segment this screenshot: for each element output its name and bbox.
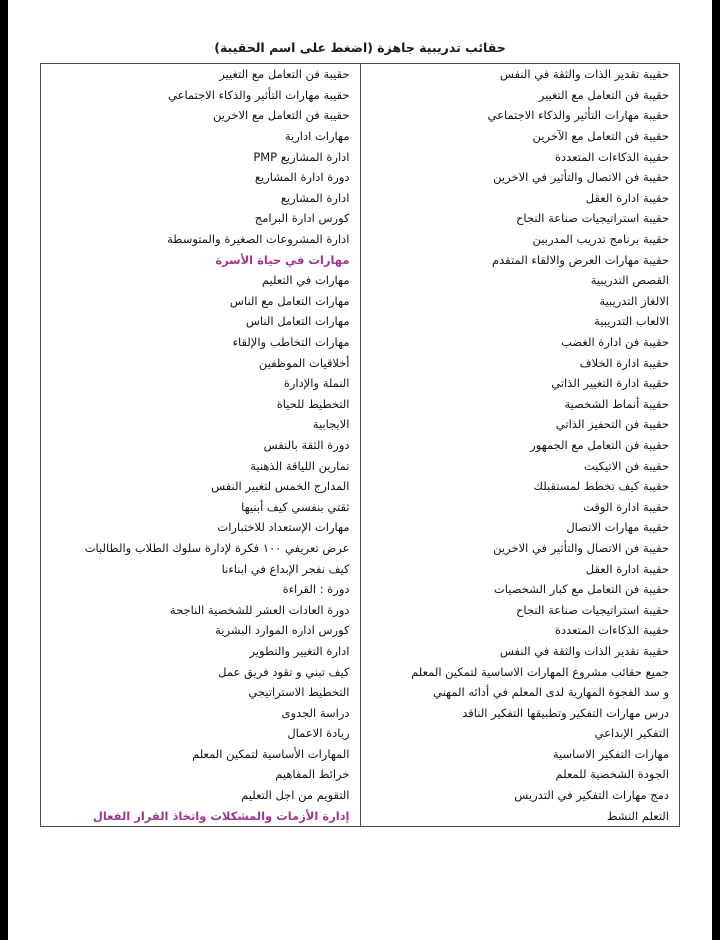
course-link[interactable]: المدارج الخمس لتغيير النفس [211,479,350,494]
course-cell-right[interactable] [360,332,679,353]
course-link[interactable]: حقيبة مهارات العرض والالقاء المتقدم [491,252,669,267]
course-link[interactable]: حقيبة فن التعامل مع التغيير [538,87,669,102]
course-link[interactable]: حقيبة استراتيجيات صناعة النجاح [515,602,669,617]
course-cell-left[interactable] [41,85,360,106]
table-row [41,146,679,167]
course-link[interactable]: مهارات في حياة الأسرة [215,252,350,267]
course-link[interactable]: حقيبة ادارة الوقت [583,499,669,514]
table-row [41,744,679,765]
course-cell-left[interactable] [41,641,360,662]
document-sheet [8,0,712,940]
course-link[interactable]: إدارة الأزمات والمشكلات واتخاذ القرار الفعال [92,808,350,823]
course-link[interactable]: حقيبة فن ادارة الغضب [561,335,669,350]
course-link[interactable]: ادارة المشروعات الصغيرة والمتوسطة [167,232,350,247]
courses-table [41,64,679,826]
table-row [41,291,679,312]
course-link[interactable]: جميع حقائب مشروع المهارات الاساسية لتمكين المعلم [411,664,669,679]
table-row [41,785,679,806]
course-cell-left[interactable] [41,249,360,270]
course-cell-right[interactable] [360,229,679,250]
course-link[interactable]: ثقتي بنفسي كيف أبنيها [241,499,350,514]
course-link[interactable]: حقيبة كيف تخطط لمستقبلك [533,479,669,494]
table-row [41,229,679,250]
course-link[interactable]: مهارات التفكير الاساسية [552,746,669,761]
course-link[interactable]: ريادة الاعمال [287,726,350,741]
course-link[interactable]: عرض تعريفي ١٠٠ فكرة لإدارة سلوك الطلاب والطالبات [84,540,350,555]
course-link[interactable]: التخطيط الاستراتيجي [248,685,350,700]
course-link[interactable]: كورس اداره الموارد البشرية [215,623,350,638]
course-cell-left[interactable] [41,394,360,415]
course-cell-left[interactable] [41,558,360,579]
course-link[interactable]: حقيبة ادارة العقل [585,190,669,205]
course-link[interactable]: التفكير الإبداعي [594,726,669,741]
course-link[interactable]: حقيبة مهارات الاتصال [566,520,669,535]
course-link[interactable]: ادارة المشاريع PMP [253,149,350,164]
course-cell-right[interactable] [360,682,679,703]
course-cell-left[interactable] [41,599,360,620]
course-link[interactable]: حقيبة فن الاتصال والتأثير في الاخرين [493,170,669,185]
course-cell-left[interactable] [41,723,360,744]
course-link[interactable]: مهارات ادارية [284,129,350,144]
course-cell-right[interactable] [360,435,679,456]
course-link[interactable]: ادارة المشاريع [280,190,350,205]
course-link[interactable]: خرائط المفاهيم [275,767,350,782]
table-row [41,538,679,559]
course-link[interactable]: حقيبة فن التعامل مع الآخرين [532,129,669,144]
course-cell-right[interactable] [360,785,679,806]
course-link[interactable]: دمج مهارات التفكير في التدريس [514,788,669,803]
course-cell-left[interactable] [41,332,360,353]
course-link[interactable]: حقيبة أنماط الشخصية [564,396,669,411]
course-link[interactable]: حقيبة فن التعامل مع كبار الشخصيات [493,582,669,597]
course-cell-right[interactable] [360,394,679,415]
course-link[interactable]: حقيبة الذكاءات المتعددة [554,149,669,164]
course-cell-right[interactable] [360,291,679,312]
course-link[interactable]: مهارات التعامل مع الناس [229,293,350,308]
course-link[interactable]: كيف نفجر الإبداع في ابناءنا [221,561,350,576]
course-link[interactable]: القصص التدريبية [590,273,669,288]
course-link[interactable]: حقيبة ادارة التغيير الذاتي [551,376,669,391]
course-cell-right[interactable] [360,641,679,662]
course-cell-right[interactable] [360,146,679,167]
course-link[interactable]: حقيبة فن الاتصال والتأثير في الاخرين [493,540,669,555]
course-cell-right[interactable] [360,558,679,579]
course-cell-right[interactable] [360,455,679,476]
course-cell-left[interactable] [41,270,360,291]
course-cell-left[interactable] [41,764,360,785]
table-row [41,641,679,662]
course-link[interactable]: مهارات التخاطب والإلقاء [232,335,350,350]
course-link[interactable]: أخلاقيات الموظفين [258,355,350,370]
course-cell-right[interactable] [360,208,679,229]
page-bottom-spacer [8,827,712,867]
course-link[interactable]: حقيبة ادارة العقل [585,561,669,576]
course-link[interactable]: الايجابية [312,417,350,432]
course-cell-right[interactable] [360,352,679,373]
course-cell-right[interactable] [360,661,679,682]
table-row [41,805,679,826]
course-cell-right[interactable] [360,311,679,332]
course-cell-left[interactable] [41,146,360,167]
course-link[interactable]: حقيبة ادارة الخلاف [579,355,669,370]
course-cell-right[interactable] [360,270,679,291]
course-link[interactable]: كورس ادارة البرامج [254,211,350,226]
course-link[interactable]: الالعاب التدريبية [594,314,669,329]
course-link[interactable]: حقيبة مهارات التأثير والذكاء الاجتماعي [168,87,350,102]
table-row [41,558,679,579]
course-link[interactable]: النملة والإدارة [283,376,350,391]
course-link[interactable]: حقيبة فن التحفيز الذاتي [555,417,669,432]
course-link[interactable]: حقيبة الذكاءات المتعددة [554,623,669,638]
course-cell-left[interactable] [41,496,360,517]
course-cell-right[interactable] [360,805,679,826]
course-link[interactable]: دورة الثقة بالنفس [263,437,350,452]
table-row [41,682,679,703]
course-cell-right[interactable] [360,85,679,106]
course-cell-left[interactable] [41,455,360,476]
course-cell-left[interactable] [41,291,360,312]
course-cell-right[interactable] [360,764,679,785]
table-row [41,517,679,538]
course-link[interactable]: و سد الفجوة المهارية لدى المعلم في أدائه المهني [432,685,669,700]
course-cell-right[interactable] [360,64,679,85]
course-cell-left[interactable] [41,373,360,394]
course-cell-right[interactable] [360,249,679,270]
table-row [41,496,679,517]
table-row [41,249,679,270]
table-row [41,85,679,106]
course-cell-left[interactable] [41,661,360,682]
course-cell-left[interactable] [41,579,360,600]
course-link[interactable]: الالغاز التدريبية [599,293,669,308]
course-link[interactable]: مهارات الإستعداد للاختبارات [217,520,350,535]
course-cell-left[interactable] [41,64,360,85]
course-link[interactable]: مهارات التعامل الناس [245,314,350,329]
table-row [41,661,679,682]
course-cell-left[interactable] [41,126,360,147]
course-cell-left[interactable] [41,744,360,765]
course-cell-left[interactable] [41,352,360,373]
course-cell-left[interactable] [41,435,360,456]
course-cell-right[interactable] [360,167,679,188]
course-link[interactable]: دورة : القراءة [282,582,350,597]
table-row [41,311,679,332]
course-link[interactable]: حقيبة استراتيجيات صناعة النجاح [515,211,669,226]
course-cell-right[interactable] [360,538,679,559]
table-row [41,373,679,394]
course-cell-right[interactable] [360,702,679,723]
page-title: حقائب تدريبية جاهزة (اضغط على اسم الحقيبة) [214,40,506,55]
course-link[interactable]: الجودة الشخصية للمعلم [555,767,669,782]
table-row [41,352,679,373]
table-row [41,208,679,229]
table-row [41,620,679,641]
course-cell-left[interactable] [41,476,360,497]
table-row [41,702,679,723]
course-link[interactable]: حقيبة فن التعامل مع الاخرين [213,108,350,123]
course-cell-left[interactable] [41,105,360,126]
table-row [41,270,679,291]
course-cell-right[interactable] [360,476,679,497]
course-link[interactable]: دورة العادات العشر للشخصية الناجحة [169,602,350,617]
table-row [41,188,679,209]
table-row [41,764,679,785]
course-link[interactable]: التعلم النشط [606,808,669,823]
table-row [41,435,679,456]
table-row [41,455,679,476]
course-cell-right[interactable] [360,599,679,620]
course-cell-right[interactable] [360,373,679,394]
course-cell-left[interactable] [41,702,360,723]
course-cell-left[interactable] [41,229,360,250]
course-link[interactable]: درس مهارات التفكير وتطبيقها التفكير الناقد [462,705,669,720]
course-link[interactable]: كيف تبني و تقود فريق عمل [218,664,350,679]
course-link[interactable]: المهارات الأساسية لتمكين المعلم [192,746,350,761]
course-link[interactable]: حقيبة تقدير الذات والثقة في النفس [499,643,669,658]
course-link[interactable]: التخطيط للحياة [276,396,350,411]
course-cell-right[interactable] [360,188,679,209]
course-link[interactable]: حقيبة فن التعامل مع الجمهور [530,437,669,452]
courses-table-wrapper [40,63,680,827]
course-link[interactable]: حقيبة مهارات التأثير والذكاء الاجتماعي [487,108,669,123]
course-cell-left[interactable] [41,682,360,703]
table-row [41,332,679,353]
course-cell-right[interactable] [360,723,679,744]
course-cell-left[interactable] [41,785,360,806]
courses-table-body [41,64,679,826]
course-cell-right[interactable] [360,414,679,435]
course-link[interactable]: حقيبة تقدير الذات والثقة في النفس [499,67,669,82]
table-row [41,394,679,415]
course-cell-right[interactable] [360,744,679,765]
course-link[interactable]: حقيبة فن الاتيكيت [583,458,669,473]
table-row [41,126,679,147]
course-cell-left[interactable] [41,414,360,435]
course-cell-right[interactable] [360,579,679,600]
course-link[interactable]: مهارات في التعليم [261,273,350,288]
course-cell-left[interactable] [41,167,360,188]
course-cell-right[interactable] [360,517,679,538]
course-link[interactable]: التقويم من اجل التعليم [241,788,350,803]
table-row [41,476,679,497]
table-row [41,64,679,85]
course-link[interactable]: تمارين اللياقة الذهنية [250,458,350,473]
course-cell-right[interactable] [360,105,679,126]
course-cell-left[interactable] [41,620,360,641]
course-cell-right[interactable] [360,496,679,517]
course-cell-left[interactable] [41,538,360,559]
course-cell-left[interactable] [41,208,360,229]
course-cell-right[interactable] [360,620,679,641]
table-row [41,414,679,435]
course-cell-left[interactable] [41,805,360,826]
course-link[interactable]: دورة ادارة المشاريع [254,170,350,185]
table-row [41,579,679,600]
course-link[interactable]: حقيبة فن التعامل مع التغيير [219,67,350,82]
table-row [41,723,679,744]
course-cell-left[interactable] [41,311,360,332]
course-link[interactable]: حقيبة برنامج تدريب المدربين [532,232,669,247]
table-row [41,105,679,126]
course-cell-right[interactable] [360,126,679,147]
table-row [41,167,679,188]
course-cell-left[interactable] [41,188,360,209]
course-link[interactable]: دراسة الجدوى [281,705,350,720]
course-link[interactable]: ادارة التغيير والتطوير [249,643,350,658]
table-row [41,599,679,620]
course-cell-left[interactable] [41,517,360,538]
